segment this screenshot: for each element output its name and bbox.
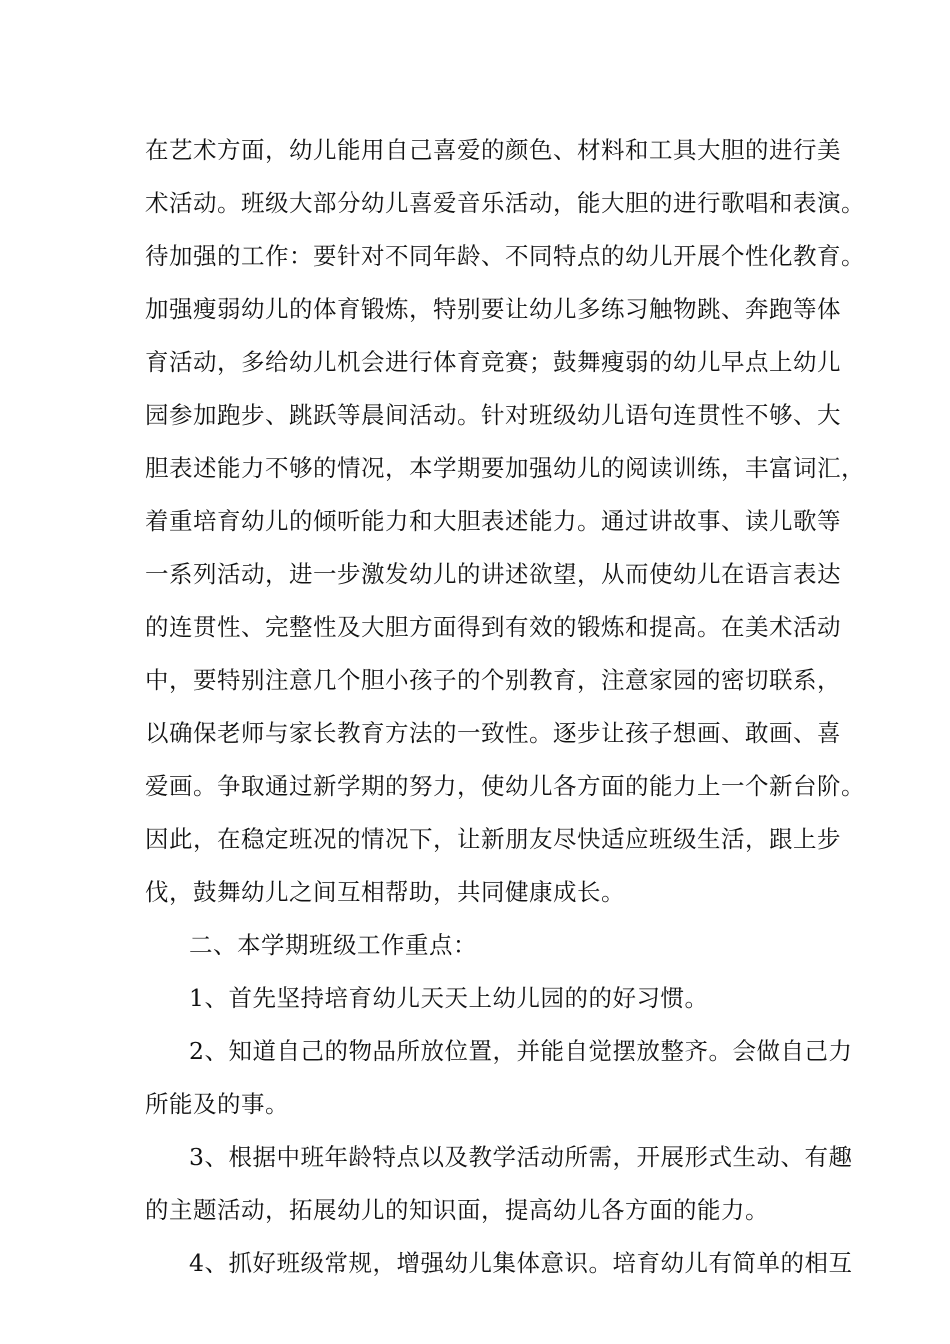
list-item: 1、首先坚持培育幼儿天天上幼儿园的的好习惯。 — [189, 984, 709, 1012]
text-line: 以确保老师与家长教育方法的一致性。逐步让孩子想画、敢画、喜 — [145, 719, 841, 747]
text-line: 在艺术方面，幼儿能用自己喜爱的颜色、材料和工具大胆的进行美 — [145, 136, 841, 164]
text-line: 的连贯性、完整性及大胆方面得到有效的锻炼和提高。在美术活动 — [145, 613, 841, 641]
text-line: 术活动。班级大部分幼儿喜爱音乐活动，能大胆的进行歌唱和表演。 — [145, 189, 865, 217]
text-line: 加强瘦弱幼儿的体育锻炼，特别要让幼儿多练习触物跳、奔跑等体 — [145, 295, 841, 323]
text-line: 的主题活动，拓展幼儿的知识面，提高幼儿各方面的能力。 — [145, 1196, 769, 1224]
text-line: 一系列活动，进一步激发幼儿的讲述欲望，从而使幼儿在语言表达 — [145, 560, 841, 588]
text-line: 因此，在稳定班况的情况下，让新朋友尽快适应班级生活，跟上步 — [145, 825, 841, 853]
text-line: 所能及的事。 — [145, 1090, 289, 1118]
text-line: 伐，鼓舞幼儿之间互相帮助，共同健康成长。 — [145, 878, 625, 906]
text-line: 着重培育幼儿的倾听能力和大胆表述能力。通过讲故事、读儿歌等 — [145, 507, 841, 535]
list-item: 3、根据中班年龄特点以及教学活动所需，开展形式生动、有趣 — [189, 1143, 853, 1171]
list-item: 2、知道自己的物品所放位置，并能自觉摆放整齐。会做自己力 — [189, 1037, 853, 1065]
text-line: 中，要特别注意几个胆小孩子的个别教育，注意家园的密切联系， — [145, 666, 841, 694]
list-item: 4、抓好班级常规，增强幼儿集体意识。培育幼儿有简单的相互 — [189, 1249, 853, 1277]
text-line: 育活动，多给幼儿机会进行体育竞赛；鼓舞瘦弱的幼儿早点上幼儿 — [145, 348, 841, 376]
text-line: 待加强的工作：要针对不同年龄、不同特点的幼儿开展个性化教育。 — [145, 242, 865, 270]
text-line: 胆表述能力不够的情况，本学期要加强幼儿的阅读训练，丰富词汇， — [145, 454, 865, 482]
text-line: 爱画。争取通过新学期的努力，使幼儿各方面的能力上一个新台阶。 — [145, 772, 865, 800]
section-heading: 二、本学期班级工作重点： — [189, 931, 477, 959]
text-line: 园参加跑步、跳跃等晨间活动。针对班级幼儿语句连贯性不够、大 — [145, 401, 841, 429]
